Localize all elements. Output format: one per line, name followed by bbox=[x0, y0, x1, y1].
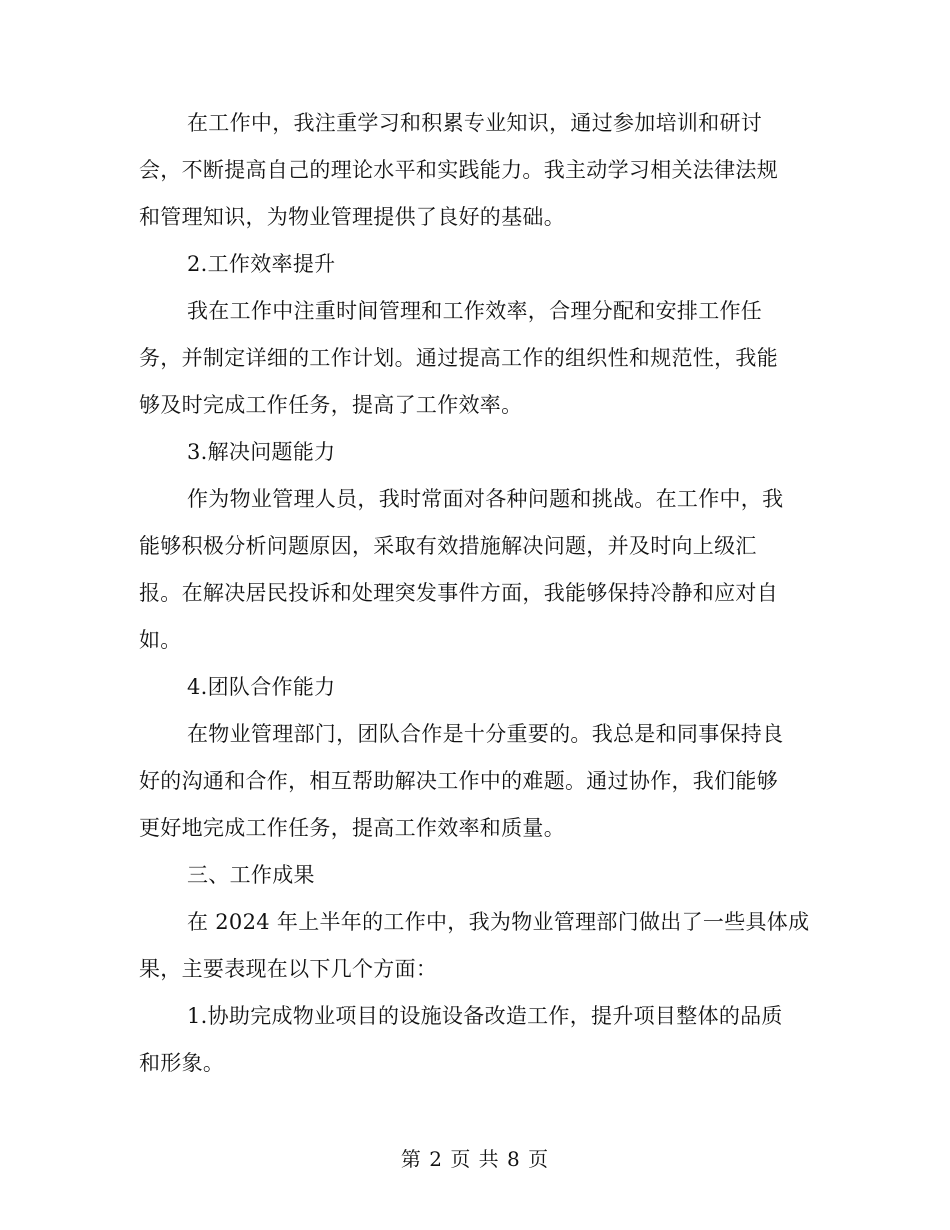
paragraph-line: 会，不断提高自己的理论水平和实践能力。我主动学习相关法律法规 bbox=[139, 158, 778, 182]
paragraph-line: 果，主要表现在以下几个方面： bbox=[139, 957, 438, 981]
section-heading: 3.解决问题能力 bbox=[187, 440, 336, 464]
paragraph-line: 我在工作中注重时间管理和工作效率，合理分配和安排工作任 bbox=[187, 299, 763, 323]
paragraph-line: 和管理知识，为物业管理提供了良好的基础。 bbox=[139, 205, 565, 229]
paragraph-line: 更好地完成工作任务，提高工作效率和质量。 bbox=[139, 816, 565, 840]
paragraph-line: 能够积极分析问题原因，采取有效措施解决问题，并及时向上级汇 bbox=[139, 534, 757, 558]
list-item-line: 1.协助完成物业项目的设施设备改造工作，提升项目整体的品质 bbox=[187, 1004, 783, 1028]
section-heading: 2.工作效率提升 bbox=[187, 252, 336, 276]
list-item-line: 和形象。 bbox=[139, 1051, 225, 1075]
section-heading: 4.团队合作能力 bbox=[187, 675, 336, 699]
paragraph-line: 够及时完成工作任务，提高了工作效率。 bbox=[139, 393, 523, 417]
page-number-footer: 第 2 页 共 8 页 bbox=[400, 1147, 550, 1171]
section-heading: 三、工作成果 bbox=[187, 863, 315, 887]
paragraph-line: 在 2024 年上半年的工作中，我为物业管理部门做出了一些具体成 bbox=[187, 910, 810, 934]
document-body bbox=[139, 100, 811, 1087]
paragraph-line: 如。 bbox=[139, 628, 182, 652]
paragraph-line: 好的沟通和合作，相互帮助解决工作中的难题。通过协作，我们能够 bbox=[139, 769, 778, 793]
paragraph-line: 在物业管理部门，团队合作是十分重要的。我总是和同事保持良 bbox=[187, 722, 784, 746]
paragraph-line: 作为物业管理人员，我时常面对各种问题和挑战。在工作中，我 bbox=[187, 487, 784, 511]
paragraph-line: 在工作中，我注重学习和积累专业知识，通过参加培训和研讨 bbox=[187, 111, 763, 135]
paragraph-line: 务，并制定详细的工作计划。通过提高工作的组织性和规范性，我能 bbox=[139, 346, 778, 370]
paragraph-line: 报。在解决居民投诉和处理突发事件方面，我能够保持冷静和应对自 bbox=[139, 581, 778, 605]
